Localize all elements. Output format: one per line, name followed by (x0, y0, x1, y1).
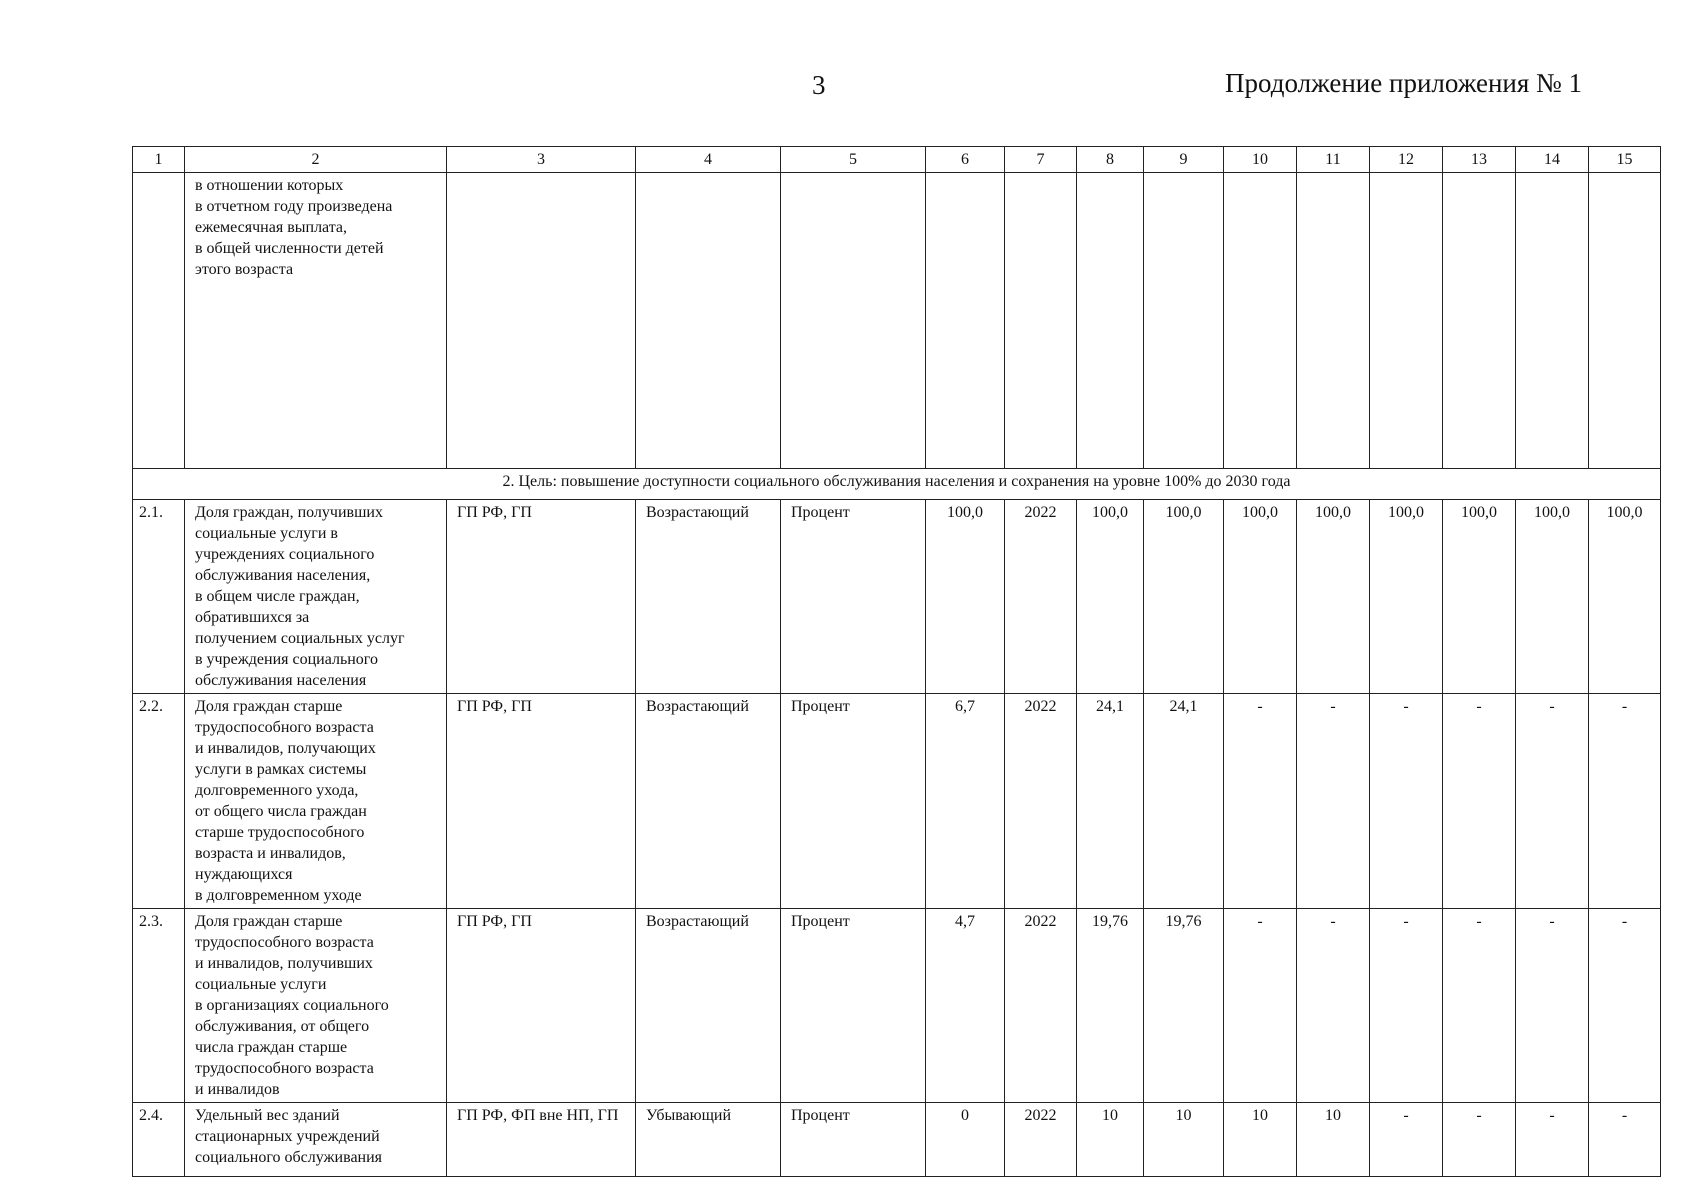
column-number: 6 (926, 147, 1005, 173)
indicator-name (185, 694, 447, 909)
indicator-name-line: и инвалидов, получивших (195, 955, 373, 972)
indicator-name-line: и инвалидов (195, 1081, 280, 1098)
column-number: 12 (1370, 147, 1443, 173)
indicator-value: 10 (1077, 1103, 1144, 1177)
indicator-name-line: получением социальных услуг (195, 630, 405, 647)
appendix-title: Продолжение приложения № 1 (1225, 68, 1583, 98)
column-number: 1 (133, 147, 185, 173)
cell-empty (1077, 173, 1144, 469)
indicator-source: ГП РФ, ФП вне НП, ГП (447, 1103, 636, 1177)
cell-empty (781, 173, 926, 469)
indicator-value: - (1370, 909, 1443, 1103)
cell-empty (1589, 173, 1661, 469)
indicator-value: 100,0 (1443, 500, 1516, 694)
cell-empty (926, 173, 1005, 469)
indicator-value: 10 (1297, 1103, 1370, 1177)
indicator-name (185, 1103, 447, 1177)
continuation-line: в отчетном году произведена (195, 198, 393, 215)
indicator-name-line: в организациях социального (195, 997, 389, 1014)
indicator-value: 2022 (1005, 694, 1077, 909)
indicator-value: 24,1 (1077, 694, 1144, 909)
indicator-name-line: социальные услуги (195, 976, 327, 993)
goal-row (133, 469, 1661, 500)
cell-empty (636, 173, 781, 469)
column-number-row (133, 147, 1661, 173)
indicator-value: - (1516, 694, 1589, 909)
indicator-value: 19,76 (1077, 909, 1144, 1103)
indicator-name-line: учреждениях социального (195, 546, 375, 563)
indicator-number: 2.2. (133, 694, 185, 909)
indicator-value: 4,7 (926, 909, 1005, 1103)
indicator-value: 2022 (1005, 1103, 1077, 1177)
indicator-name-line: социальные услуги в (195, 525, 338, 542)
indicator-name-line: Доля граждан старше (195, 913, 343, 930)
indicator-name-line: старше трудоспособного (195, 824, 365, 841)
indicator-value: - (1370, 1103, 1443, 1177)
indicator-value: 2022 (1005, 909, 1077, 1103)
indicator-name-line: обратившихся за (195, 609, 310, 626)
indicator-value: 100,0 (1297, 500, 1370, 694)
indicator-value: - (1297, 694, 1370, 909)
indicator-name-line: и инвалидов, получающих (195, 740, 376, 757)
indicator-number: 2.1. (133, 500, 185, 694)
indicator-name-line: от общего числа граждан (195, 803, 367, 820)
indicator-trend: Возрастающий (636, 909, 781, 1103)
cell-empty (447, 173, 636, 469)
column-number: 2 (185, 147, 447, 173)
indicator-name-line: социального обслуживания (195, 1149, 383, 1166)
column-number: 3 (447, 147, 636, 173)
indicator-name-line: возраста и инвалидов, (195, 845, 346, 862)
indicator-value: - (1443, 1103, 1516, 1177)
indicator-name-line: в долговременном уходе (195, 887, 362, 904)
indicator-value: - (1589, 909, 1661, 1103)
indicator-name-line: обслуживания населения (195, 672, 367, 689)
cell-empty (1224, 173, 1297, 469)
indicator-trend: Возрастающий (636, 694, 781, 909)
indicator-name-line: трудоспособного возраста (195, 719, 374, 736)
indicator-value: 6,7 (926, 694, 1005, 909)
indicator-name-line: Удельный вес зданий (195, 1107, 340, 1124)
indicator-value: - (1297, 909, 1370, 1103)
indicator-name (185, 500, 447, 694)
indicator-value: 19,76 (1144, 909, 1224, 1103)
indicator-name-line: услуги в рамках системы (195, 761, 367, 778)
continuation-text (185, 173, 447, 469)
cell-empty (1443, 173, 1516, 469)
indicator-name (185, 909, 447, 1103)
indicator-value: 10 (1144, 1103, 1224, 1177)
continuation-line: в отношении которых (195, 177, 344, 194)
column-number: 4 (636, 147, 781, 173)
indicator-value: - (1516, 1103, 1589, 1177)
column-number: 15 (1589, 147, 1661, 173)
indicator-value: - (1589, 694, 1661, 909)
column-number: 11 (1297, 147, 1370, 173)
indicator-value: - (1224, 909, 1297, 1103)
column-number: 13 (1443, 147, 1516, 173)
indicator-row (133, 1103, 1661, 1177)
indicator-value: 2022 (1005, 500, 1077, 694)
column-number: 10 (1224, 147, 1297, 173)
indicator-name-line: обслуживания, от общего (195, 1018, 370, 1035)
indicator-source: ГП РФ, ГП (447, 909, 636, 1103)
indicator-number: 2.3. (133, 909, 185, 1103)
indicator-value: 0 (926, 1103, 1005, 1177)
indicator-value: 100,0 (1589, 500, 1661, 694)
indicator-source: ГП РФ, ГП (447, 500, 636, 694)
indicator-value: - (1589, 1103, 1661, 1177)
column-number: 7 (1005, 147, 1077, 173)
continuation-row (133, 173, 1661, 469)
indicator-value: 100,0 (1224, 500, 1297, 694)
column-number: 5 (781, 147, 926, 173)
cell-empty (1516, 173, 1589, 469)
cell-num (133, 173, 185, 469)
indicator-value: - (1443, 694, 1516, 909)
indicator-value: 10 (1224, 1103, 1297, 1177)
indicator-value: 24,1 (1144, 694, 1224, 909)
goal-heading: 2. Цель: повышение доступности социального обслуживания населения и сохранения на уровне 100% до 2030 года (133, 469, 1661, 500)
indicator-value: - (1516, 909, 1589, 1103)
indicator-name-line: в учреждения социального (195, 651, 378, 668)
indicator-source: ГП РФ, ГП (447, 694, 636, 909)
continuation-line: этого возраста (195, 261, 294, 278)
indicator-row (133, 694, 1661, 909)
indicator-name-line: Доля граждан старше (195, 698, 343, 715)
indicator-value: 100,0 (926, 500, 1005, 694)
cell-empty (1144, 173, 1224, 469)
indicator-unit: Процент (781, 1103, 926, 1177)
indicator-trend: Возрастающий (636, 500, 781, 694)
cell-empty (1005, 173, 1077, 469)
indicator-value: - (1443, 909, 1516, 1103)
indicator-name-line: долговременного ухода, (195, 782, 359, 799)
indicator-row (133, 500, 1661, 694)
indicator-name-line: трудоспособного возраста (195, 1060, 374, 1077)
indicator-name-line: нуждающихся (195, 866, 293, 883)
column-number: 9 (1144, 147, 1224, 173)
indicator-value: - (1224, 694, 1297, 909)
indicator-unit: Процент (781, 500, 926, 694)
indicator-name-line: трудоспособного возраста (195, 934, 374, 951)
indicator-value: - (1370, 694, 1443, 909)
indicator-row (133, 909, 1661, 1103)
indicator-name-line: стационарных учреждений (195, 1128, 380, 1145)
indicator-unit: Процент (781, 909, 926, 1103)
indicator-name-line: в общем числе граждан, (195, 588, 360, 605)
continuation-line: в общей численности детей (195, 240, 384, 257)
indicator-name-line: обслуживания населения, (195, 567, 371, 584)
page-number: 3 (812, 70, 826, 100)
indicator-unit: Процент (781, 694, 926, 909)
indicator-trend: Убывающий (636, 1103, 781, 1177)
indicator-name-line: числа граждан старше (195, 1039, 348, 1056)
cell-empty (1297, 173, 1370, 469)
cell-empty (1370, 173, 1443, 469)
continuation-line: ежемесячная выплата, (195, 219, 348, 236)
column-number: 8 (1077, 147, 1144, 173)
indicator-name-line: Доля граждан, получивших (195, 504, 383, 521)
column-number: 14 (1516, 147, 1589, 173)
indicators-table (132, 146, 1661, 1177)
indicator-value: 100,0 (1370, 500, 1443, 694)
indicator-value: 100,0 (1077, 500, 1144, 694)
indicator-value: 100,0 (1516, 500, 1589, 694)
indicator-number: 2.4. (133, 1103, 185, 1177)
indicator-value: 100,0 (1144, 500, 1224, 694)
